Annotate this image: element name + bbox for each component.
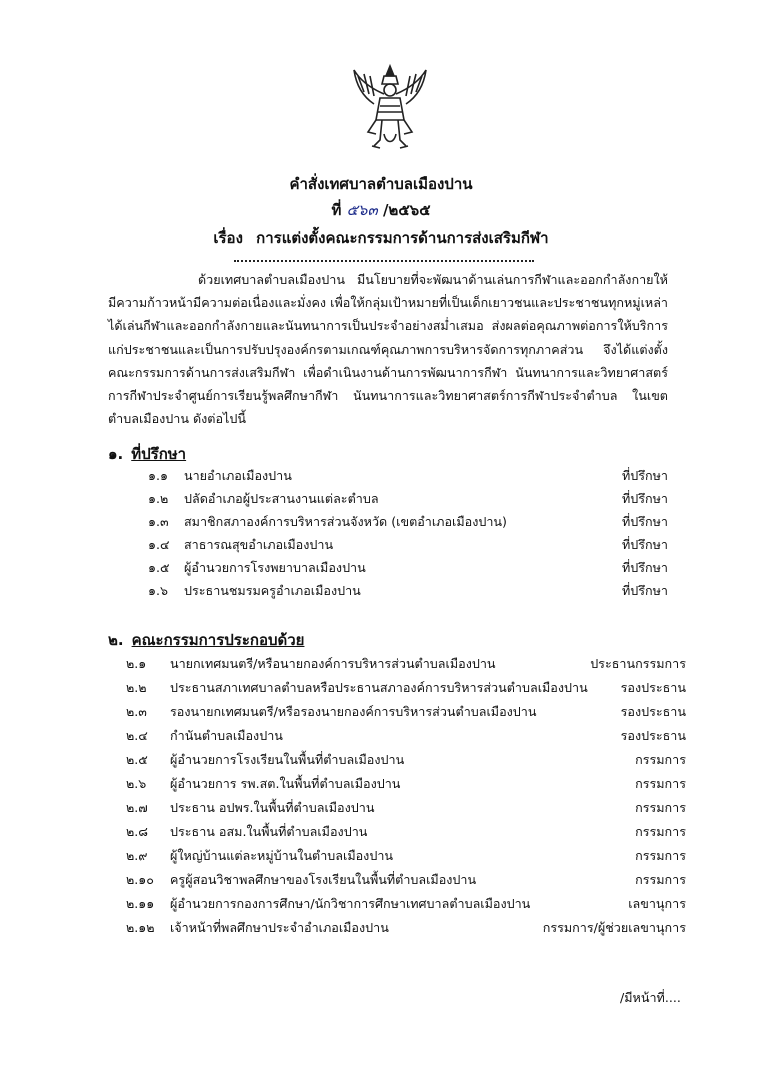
item-name: ผู้อำนวยการโรงพยาบาลเมืองปาน bbox=[184, 560, 366, 575]
item-role: กรรมการ bbox=[635, 776, 686, 791]
item-number: ๒.๘ bbox=[126, 824, 149, 839]
item-name: เจ้าหน้าที่พลศึกษาประจำอำเภอเมืองปาน bbox=[170, 920, 389, 935]
item-name: สาธารณสุขอำเภอเมืองปาน bbox=[184, 537, 334, 552]
item-name: ครูผู้สอนวิชาพลศึกษาของโรงเรียนในพื้นที่ตำบลเมืองปาน bbox=[170, 872, 477, 887]
list-item bbox=[126, 726, 686, 748]
subject-label: เรื่อง bbox=[213, 229, 243, 247]
item-name: ประธาน อสม.ในพื้นที่ตำบลเมืองปาน bbox=[170, 824, 368, 839]
order-title: คำสั่งเทศบาลตำบลเมืองปาน bbox=[289, 175, 473, 193]
item-role: กรรมการ bbox=[635, 752, 686, 767]
list-item bbox=[148, 535, 668, 557]
item-name: ผู้อำนวยการ รพ.สต.ในพื้นที่ตำบลเมืองปาน bbox=[170, 776, 401, 791]
item-name: กำนันตำบลเมืองปาน bbox=[170, 728, 283, 743]
item-role: ที่ปรึกษา bbox=[621, 514, 668, 529]
item-role: ที่ปรึกษา bbox=[621, 491, 668, 506]
section-number: ๑. bbox=[108, 445, 124, 463]
list-item bbox=[126, 894, 686, 916]
section-number: ๒. bbox=[108, 631, 124, 649]
item-number: ๒.๒ bbox=[126, 680, 147, 695]
order-number bbox=[0, 198, 762, 222]
item-name: สมาชิกสภาองค์การบริหารส่วนจังหวัด (เขตอำเภอเมืองปาน) bbox=[184, 514, 507, 529]
item-role: กรรมการ bbox=[635, 824, 686, 839]
order-subject bbox=[0, 226, 762, 250]
body-paragraph bbox=[108, 268, 668, 430]
item-role: รองประธาน bbox=[620, 704, 686, 719]
item-role: กรรมการ bbox=[635, 848, 686, 863]
item-number: ๒.๕ bbox=[126, 752, 148, 767]
list-item bbox=[148, 466, 668, 488]
list-item bbox=[126, 774, 686, 796]
number-prefix: ที่ bbox=[331, 201, 342, 219]
item-role: เลขานุการ bbox=[628, 896, 686, 911]
list-item bbox=[126, 750, 686, 772]
list-item bbox=[126, 798, 686, 820]
handwritten-number: ๕๖๓ bbox=[346, 201, 378, 219]
item-number: ๑.๑ bbox=[148, 468, 168, 483]
list-item bbox=[126, 678, 686, 700]
item-number: ๒.๙ bbox=[126, 848, 148, 863]
item-role: กรรมการ/ผู้ช่วยเลขานุการ bbox=[542, 920, 686, 935]
item-name: ปลัดอำเภอผู้ประสานงานแต่ละตำบล bbox=[184, 491, 379, 506]
section-heading-advisors bbox=[108, 442, 186, 466]
item-number: ๒.๑๐ bbox=[126, 872, 154, 887]
subject-text: การแต่งตั้งคณะกรรมการด้านการส่งเสริมกีฬา bbox=[256, 229, 549, 247]
list-item bbox=[126, 846, 686, 868]
item-role: ประธานกรรมการ bbox=[590, 656, 686, 671]
item-number: ๒.๓ bbox=[126, 704, 147, 719]
item-number: ๒.๑๑ bbox=[126, 896, 155, 911]
list-item bbox=[148, 489, 668, 511]
list-item bbox=[126, 702, 686, 724]
item-number: ๑.๒ bbox=[148, 491, 169, 506]
list-item bbox=[126, 870, 686, 892]
item-number: ๒.๔ bbox=[126, 728, 148, 743]
item-number: ๒.๑ bbox=[126, 656, 147, 671]
item-name: นายกเทศมนตรี/หรือนายกองค์การบริหารส่วนตำบลเมืองปาน bbox=[170, 656, 496, 671]
item-number: ๑.๕ bbox=[148, 560, 170, 575]
item-name: ผู้อำนวยการกองการศึกษา/นักวิชาการศึกษาเทศบาลตำบลเมืองปาน bbox=[170, 896, 531, 911]
section-heading-committee bbox=[108, 628, 304, 652]
item-role: ที่ปรึกษา bbox=[621, 468, 668, 483]
item-number: ๑.๖ bbox=[148, 583, 168, 598]
item-number: ๑.๓ bbox=[148, 514, 169, 529]
list-item bbox=[148, 512, 668, 534]
item-name: รองนายกเทศมนตรี/หรือรองนายกองค์การบริหารส่วนตำบลเมืองปาน bbox=[170, 704, 537, 719]
list-item bbox=[126, 918, 686, 940]
item-name: นายอำเภอเมืองปาน bbox=[184, 468, 292, 483]
dotted-divider bbox=[234, 254, 534, 262]
item-number: ๒.๗ bbox=[126, 800, 148, 815]
item-role: กรรมการ bbox=[635, 800, 686, 815]
number-year: /๒๕๖๕ bbox=[382, 201, 431, 219]
item-number: ๑.๔ bbox=[148, 537, 170, 552]
item-name: ผู้ใหญ่บ้านแต่ละหมู่บ้านในตำบลเมืองปาน bbox=[170, 848, 394, 863]
item-role: ที่ปรึกษา bbox=[621, 583, 668, 598]
item-role: กรรมการ bbox=[635, 872, 686, 887]
item-name: ประธานชมรมครูอำเภอเมืองปาน bbox=[184, 583, 361, 598]
item-name: ประธานสภาเทศบาลตำบลหรือประธานสภาองค์การบริหารส่วนตำบลเมืองปาน bbox=[170, 680, 588, 695]
list-item bbox=[148, 558, 668, 580]
item-number: ๒.๑๒ bbox=[126, 920, 155, 935]
item-number: ๒.๖ bbox=[126, 776, 147, 791]
continuation-note: /มีหน้าที่.... bbox=[620, 990, 681, 1005]
item-role: ที่ปรึกษา bbox=[621, 560, 668, 575]
garuda-emblem bbox=[350, 62, 430, 152]
item-role: รองประธาน bbox=[620, 680, 686, 695]
item-role: ที่ปรึกษา bbox=[621, 537, 668, 552]
item-name: ผู้อำนวยการโรงเรียนในพื้นที่ตำบลเมืองปาน bbox=[170, 752, 405, 767]
section-title: ที่ปรึกษา bbox=[131, 445, 187, 463]
list-item bbox=[148, 581, 668, 603]
section-title: คณะกรรมการประกอบด้วย bbox=[131, 631, 305, 649]
item-name: ประธาน อปพร.ในพื้นที่ตำบลเมืองปาน bbox=[170, 800, 375, 815]
list-item bbox=[126, 822, 686, 844]
item-role: รองประธาน bbox=[620, 728, 686, 743]
paragraph-text: ด้วยเทศบาลตำบลเมืองปาน มีนโยบายที่จะพัฒนาด้านเล่นการกีฬาและออกกำลังกายให้มีความก้าวหน้ามีความต่อเนื่องและมั่งคง เพื่อให้กลุ่มเป้าหมายที่เป็นเด็กเยาวชนและประชาชนทุกหมู่เหล่าได้เล่นกีฬาและออกกำลังกายและนันทนาการเป็นประจำอย่างสม่ำเสมอ ส่งผลต่อคุณภาพต่อการให้บริการแก่ประชาชนและเป็นการปรับปรุงองค์กรตามเกณฑ์คุณภาพการบริหารจัดการทุกภาคส่วน จึงได้แต่งตั้งคณะกรรมการด้านการส่งเสริมกีฬา เพื่อดำเนินงานด้านการพัฒนาการกีฬา นันทนาการและวิทยาศาสตร์การกีฬาประจำศูนย์การเรียนรู้พลศึกษากีฬา นันทนาการและวิทยาศาสตร์การกีฬาประจำตำบล ในเขตตำบลเมืองปาน ดังต่อไปนี้ bbox=[108, 272, 668, 427]
list-item bbox=[126, 654, 686, 676]
